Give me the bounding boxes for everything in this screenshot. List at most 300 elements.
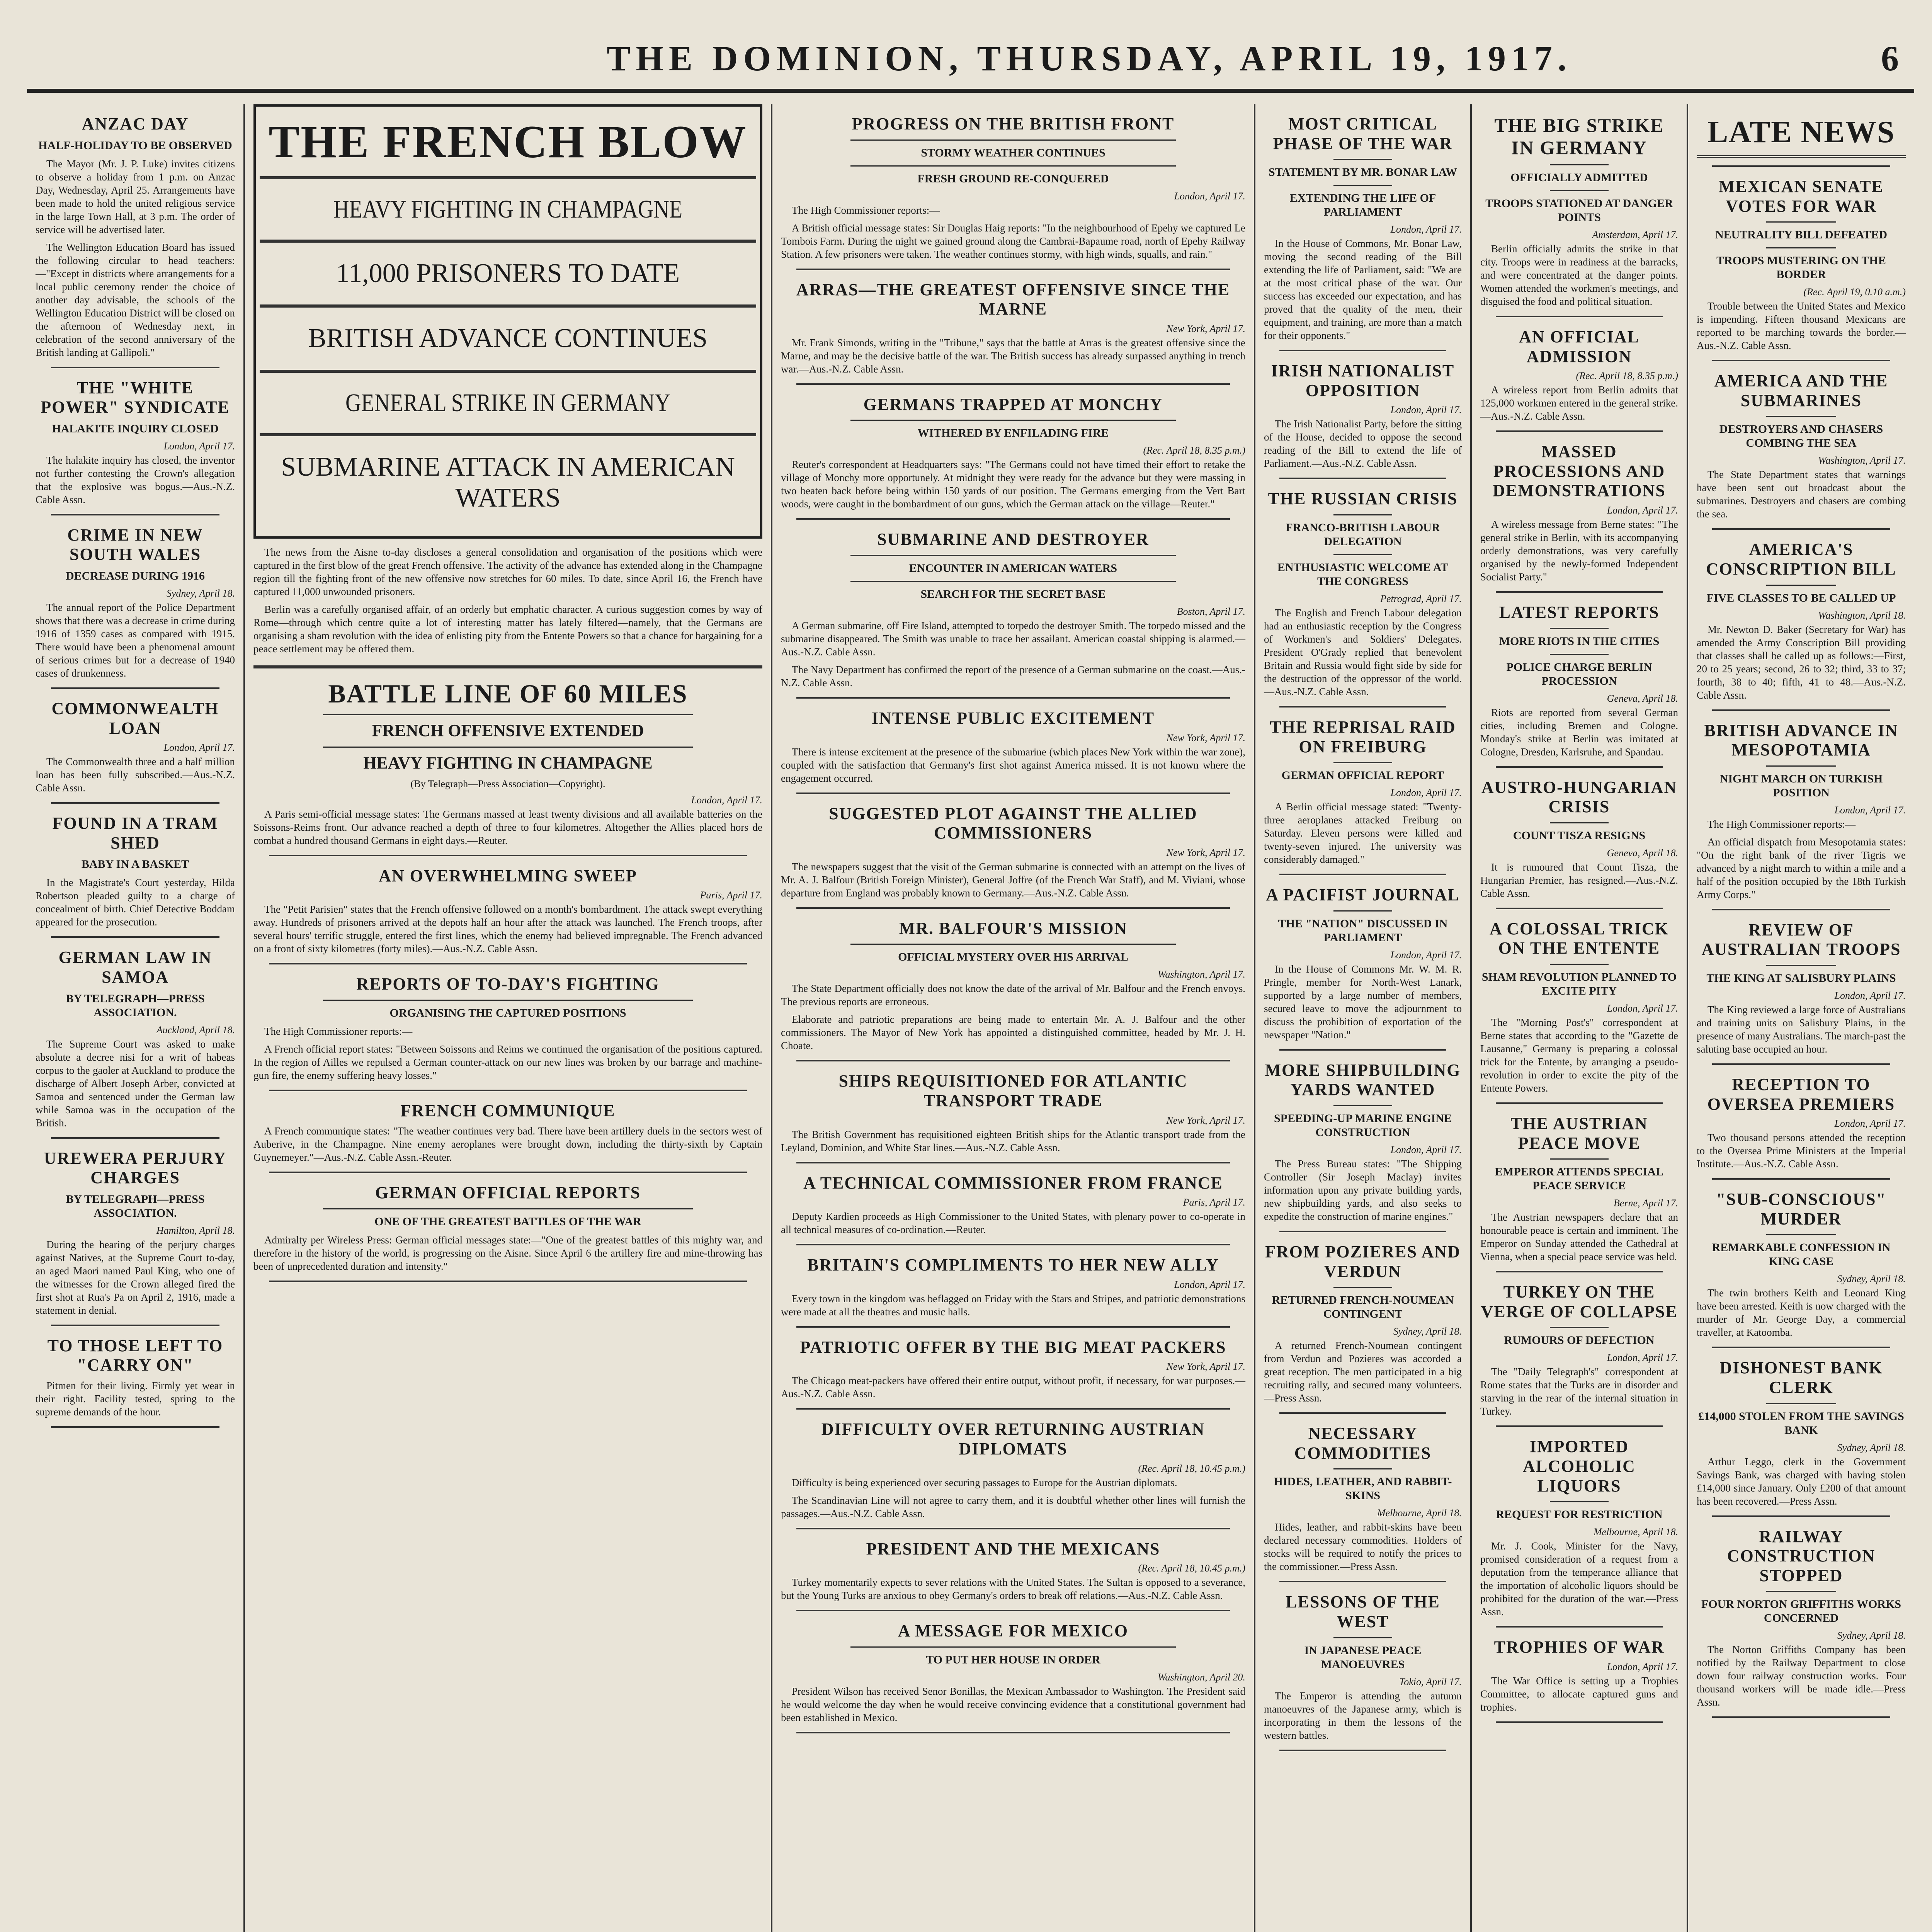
- article-subheading: EXTENDING THE LIFE OF PARLIAMENT: [1289, 192, 1436, 219]
- dateline: Melbourne, April 18.: [1593, 1526, 1678, 1538]
- divider: [1712, 1716, 1890, 1718]
- article-headline: IRISH NATIONALIST OPPOSITION: [1271, 361, 1455, 400]
- article-paragraph: The State Department states that warnings have been sent out broadcast about the submarines. Destroyers and chasers are combing the sea.: [1697, 469, 1906, 520]
- article-paragraph: The British Government has requisitioned eighteen British ships for the Atlantic transport trade from the Leyland, Dominion, and White Star lines.—Aus.-N.Z. Cable Assn.: [781, 1128, 1245, 1153]
- dateline: Tokio, April 17.: [1399, 1676, 1462, 1687]
- dateline: Washington, April 18.: [1818, 609, 1906, 621]
- dateline: New York, April 17.: [1166, 732, 1245, 743]
- divider: [323, 747, 693, 748]
- article-headline: ANZAC DAY: [82, 114, 189, 133]
- divider: [1496, 908, 1663, 909]
- dateline: Sydney, April 18.: [1837, 1442, 1906, 1453]
- article-paragraph: The Press Bureau states: "The Shipping Controller (Sir Joseph Maclay) invites information upon any private building yards, new shipbuilding yards, and also seeks to expedite the construction of marine engines.": [1264, 1158, 1462, 1222]
- article: [1480, 919, 1678, 1104]
- article-subheading: DECREASE DURING 1916: [65, 569, 205, 582]
- article-paragraph: An official dispatch from Mesopotamia states: "On the right bank of the river Tigris we advanced by a night march to within a mile and a half of the position occupied by the 18th Turkish Army Corps.": [1697, 836, 1906, 900]
- article-subheading: £14,000 STOLEN FROM THE SAVINGS BANK: [1698, 1410, 1904, 1437]
- article: [1480, 1114, 1678, 1272]
- dateline: New York, April 17.: [1166, 323, 1245, 334]
- divider: [260, 370, 756, 373]
- article: [1264, 885, 1462, 1051]
- article-subheading: WITHERED BY ENFILADING FIRE: [917, 427, 1109, 440]
- divider: [269, 1090, 747, 1091]
- article-paragraph: Arthur Leggo, clerk in the Government Savings Bank, was charged with having stolen £14,000 since January. Only £200 of that amount has been recovered.—Press Assn.: [1697, 1456, 1906, 1507]
- article-subheading: HIDES, LEATHER, AND RABBIT-SKINS: [1274, 1475, 1452, 1502]
- article-paragraph: The High Commissioner reports:—: [792, 204, 940, 216]
- article-headline: PROGRESS ON THE BRITISH FRONT: [852, 114, 1175, 133]
- column-5: [1470, 104, 1687, 1932]
- article-headline: BATTLE LINE OF 60 MILES: [328, 679, 688, 708]
- article-subheading: SHAM REVOLUTION PLANNED TO EXCITE PITY: [1481, 970, 1677, 997]
- article: [781, 1539, 1245, 1612]
- article-subheading: ONE OF THE GREATEST BATTLES OF THE WAR: [374, 1215, 641, 1228]
- article: [781, 280, 1245, 385]
- article: [781, 395, 1245, 520]
- divider: [1550, 822, 1609, 823]
- article-paragraph: Riots are reported from several German cities, including Bremen and Cologne. Monday's strike at Berlin was imitated at Cologne, Dresden, Karlsruhe, and Spandau.: [1480, 706, 1678, 758]
- article-paragraph: Hides, leather, and rabbit-skins have been declared necessary commodities. Holders of stocks will be required to notify the prices to the commissioner.—Press Assn.: [1264, 1521, 1462, 1573]
- divider: [260, 433, 756, 436]
- divider: [51, 1426, 219, 1428]
- dateline: (Rec. April 18, 8.35 p.m.): [1143, 445, 1245, 456]
- article-paragraph: The Irish Nationalist Party, before the sitting of the House, decided to oppose the second reading of the Bill to extend the life of Parliament.—Aus.-N.Z. Cable Assn.: [1264, 418, 1462, 469]
- article-paragraph: Mr. Frank Simonds, writing in the "Tribune," says that the battle at Arras is the greatest offensive since the Marne, and may be the decisive battle of the war. The British success has already surpassed anything in trench war.—Aus.-N.Z. Cable Assn.: [781, 337, 1245, 375]
- article-headline: DISHONEST BANK CLERK: [1719, 1358, 1883, 1397]
- article-subheading: COUNT TISZA RESIGNS: [1513, 829, 1646, 842]
- dateline: London, April 17.: [1390, 404, 1462, 416]
- article: [1264, 489, 1462, 707]
- lead-deck: GENERAL STRIKE IN GERMANY: [345, 388, 670, 417]
- article: [1480, 778, 1678, 909]
- divider: [796, 1610, 1230, 1611]
- article-paragraph: A wireless report from Berlin admits that 125,000 workmen entered in the general strike.—Aus.-N.Z. Cable Assn.: [1480, 384, 1678, 422]
- dateline: Berne, April 17.: [1613, 1197, 1678, 1209]
- article-paragraph: The Commonwealth three and a half million loan has been fully subscribed.—Aus.-N.Z. Cable Assn.: [36, 756, 235, 794]
- article-headline: ARRAS—THE GREATEST OFFENSIVE SINCE THE MARNE: [796, 280, 1230, 319]
- article-subheading: ENTHUSIASTIC WELCOME AT THE CONGRESS: [1277, 561, 1449, 588]
- dateline: Washington, April 17.: [1818, 455, 1906, 466]
- divider: [1279, 1750, 1446, 1751]
- masthead: [27, 35, 1914, 93]
- dateline: New York, April 17.: [1166, 1361, 1245, 1372]
- article-paragraph: The Wellington Education Board has issued the following circular to head teachers:—"Except in districts where arrangements for a local public ceremony render the choice of another day advisable, the schools of the Wellington Education District will be closed on the afternoon of Wednesday next, in celebration of the second anniversary of the British landing at Gallipoli.": [36, 241, 235, 358]
- article: [781, 1621, 1245, 1733]
- divider: [1712, 165, 1890, 167]
- article-headline: COMMONWEALTH LOAN: [51, 699, 219, 738]
- lead-deck: 11,000 PRISONERS TO DATE: [336, 258, 680, 288]
- divider: [796, 793, 1230, 794]
- article-headline: FROM POZIERES AND VERDUN: [1265, 1242, 1461, 1281]
- divider: [1496, 766, 1663, 768]
- divider: [1333, 910, 1392, 912]
- article-paragraph: Pitmen for their living. Firmly yet wear in their right. Facility tested, spring to the supreme demands of the hour.: [36, 1379, 235, 1418]
- article-subheading: SEARCH FOR THE SECRET BASE: [920, 587, 1106, 600]
- article: [1264, 361, 1462, 479]
- divider: [796, 269, 1230, 270]
- article-paragraph: In the House of Commons Mr. W. M. R. Pringle, member for North-West Lanark, supported by a large number of members, secured leave to move the adjournment to discuss the prohibition of exportation of the newspaper "Nation.": [1264, 963, 1462, 1041]
- dateline: London, April 17.: [1390, 787, 1462, 799]
- dateline: London, April 17.: [1607, 1352, 1678, 1364]
- article-subheading: HALAKITE INQUIRY CLOSED: [52, 422, 219, 435]
- article-paragraph: A Paris semi-official message states: The Germans massed at least twenty divisions and all available batteries on the Soissons-Reims front. Our advance reached a depth of three to four kilometres. Altogether the Allies placed hors de combat a hundred thousand Germans in eight days.—Reuter.: [253, 808, 762, 846]
- divider: [850, 555, 1176, 556]
- divider: [1279, 874, 1446, 875]
- dateline: Sydney, April 18.: [1837, 1630, 1906, 1641]
- divider: [1766, 585, 1836, 586]
- lead-deck: BRITISH ADVANCE CONTINUES: [308, 323, 708, 354]
- article-subheading: RETURNED FRENCH-NOUMEAN CONTINGENT: [1272, 1294, 1454, 1321]
- divider: [323, 1000, 693, 1001]
- dateline: Sydney, April 18.: [1393, 1326, 1462, 1337]
- divider: [1550, 628, 1609, 629]
- divider: [1496, 1425, 1663, 1427]
- dateline: Sydney, April 18.: [166, 587, 235, 599]
- dateline: (Rec. April 18, 10.45 p.m.): [1138, 1563, 1245, 1574]
- divider: [260, 176, 756, 179]
- article-subheading: THE "NATION" DISCUSSED IN PARLIAMENT: [1278, 917, 1448, 944]
- divider: [796, 1162, 1230, 1163]
- divider: [51, 687, 219, 689]
- article: [36, 814, 235, 938]
- article-headline: INTENSE PUBLIC EXCITEMENT: [871, 708, 1155, 728]
- dateline: New York, April 17.: [1166, 847, 1245, 858]
- divider: [51, 802, 219, 804]
- article-paragraph: The twin brothers Keith and Leonard King have been arrested. Keith is now charged with the murder of Mr. George Day, a commercial traveller, at Katoomba.: [1697, 1287, 1906, 1338]
- article-subheading: TROOPS STATIONED AT DANGER POINTS: [1485, 197, 1673, 224]
- divider: [1496, 316, 1663, 317]
- dateline: (Rec. April 19, 0.10 a.m.): [1803, 286, 1906, 298]
- article-paragraph: A British official message states: Sir Douglas Haig reports: "In the neighbourhood of Epehy we captured Le Tombois Farm. During the night we gained ground along the Cambrai-Bapaume road, north of Epehy Railway Station. A few prisoners were taken. The weather continues stormy, with high winds, squalls, and rain.": [781, 222, 1245, 260]
- article-headline: BRITISH ADVANCE IN MESOPOTAMIA: [1704, 721, 1898, 760]
- article-paragraph: Berlin officially admits the strike in that city. Troops were in readiness at the barracks, and were concentrated at the danger points. Women attended the workmen's meetings, and disguised the food and political situation.: [1480, 243, 1678, 307]
- article-headline: GERMAN LAW IN SAMOA: [58, 948, 212, 986]
- divider: [1712, 1347, 1890, 1348]
- divider: [850, 581, 1176, 582]
- article-headline: LATE NEWS: [1697, 114, 1906, 158]
- article: [1264, 1242, 1462, 1414]
- dateline: New York, April 17.: [1166, 1114, 1245, 1126]
- dateline: Petrograd, April 17.: [1380, 593, 1462, 604]
- article-headline: RECEPTION TO OVERSEA PREMIERS: [1707, 1075, 1895, 1114]
- column-4: [1254, 104, 1470, 1932]
- article-headline: REVIEW OF AUSTRALIAN TROOPS: [1701, 920, 1901, 959]
- page-number: 6: [1881, 39, 1899, 78]
- article-subheading: TROOPS MUSTERING ON THE BORDER: [1716, 254, 1886, 281]
- article-subheading: BABY IN A BASKET: [81, 858, 189, 871]
- article-subheading: RUMOURS OF DEFECTION: [1504, 1334, 1655, 1347]
- divider: [850, 165, 1176, 167]
- article-subheading: IN JAPANESE PEACE MANOEUVRES: [1304, 1644, 1422, 1671]
- article-paragraph: Admiralty per Wireless Press: German official messages state:—"One of the greatest battles of this mighty war, and therefore in the history of the world, is progressing on the Aisne. Since April 6 the artillery fire and mine-throwing has been of unprecedented duration and intensity.": [253, 1234, 762, 1272]
- article-paragraph: The annual report of the Police Department shows that there was a decrease in crime during 1916 of 1359 cases as compared with 1915. There would have been a phenomenal amount of serious crimes but for a decrease of 1940 cases of drunkenness.: [36, 601, 235, 679]
- article: [781, 114, 1245, 270]
- article: [1697, 540, 1906, 711]
- dateline: London, April 17.: [1834, 1118, 1906, 1129]
- dateline: Melbourne, April 18.: [1377, 1507, 1462, 1519]
- divider: [1712, 709, 1890, 711]
- article-paragraph: The "Daily Telegraph's" correspondent at Rome states that the Turks are in disorder and starving in the rear of the internal situation in Turkey.: [1480, 1366, 1678, 1417]
- article-paragraph: A German submarine, off Fire Island, attempted to torpedo the destroyer Smith. The torpedo missed and the submarine disappeared. The Smith was unable to trace her assailant. American coastal shipping is alarmed.—Aus.-N.Z. Cable Assn.: [781, 619, 1245, 658]
- divider: [1766, 965, 1836, 966]
- article: [1264, 1424, 1462, 1582]
- article-paragraph: The Scandinavian Line will not agree to carry them, and it is doubtful whether other lines will furnish the passages.—Aus.-N.Z. Cable Assn.: [781, 1494, 1245, 1519]
- article-subheading: STORMY WEATHER CONTINUES: [921, 146, 1105, 159]
- article-paragraph: Every town in the kingdom was beflagged on Friday with the Stars and Stripes, and patriotic demonstrations were made at all the theatres and music halls.: [781, 1293, 1245, 1318]
- article-paragraph: It is rumoured that Count Tisza, the Hungarian Premier, has resigned.—Aus.-N.Z. Cable Assn.: [1480, 861, 1678, 899]
- article: [1697, 1190, 1906, 1348]
- divider: [51, 1137, 219, 1139]
- dateline: Geneva, April 18.: [1607, 847, 1678, 859]
- article: [1697, 371, 1906, 530]
- article-headline: DIFFICULTY OVER RETURNING AUSTRIAN DIPLOMATS: [821, 1420, 1205, 1458]
- dateline: London, April 17.: [1607, 1002, 1678, 1014]
- article-subheading: GERMAN OFFICIAL REPORT: [1281, 769, 1444, 782]
- divider: [1550, 1158, 1609, 1160]
- divider: [269, 1281, 747, 1282]
- article: [1697, 721, 1906, 910]
- divider: [260, 240, 756, 243]
- article: [1697, 1527, 1906, 1718]
- article-paragraph: The Navy Department has confirmed the report of the presence of a German submarine on the coast.—Aus.-N.Z. Cable Assn.: [781, 663, 1245, 689]
- divider: [1279, 350, 1446, 351]
- divider: [1766, 765, 1836, 767]
- article-headline: A TECHNICAL COMMISSIONER FROM FRANCE: [803, 1173, 1223, 1192]
- dateline: London, April 17.: [1834, 804, 1906, 816]
- article-paragraph: Deputy Kardien proceeds as High Commissioner to the United States, with plenary power to co-operate in all technical measures of co-ordination.—Reuter.: [781, 1211, 1245, 1236]
- divider: [323, 1208, 693, 1209]
- article: [36, 526, 235, 689]
- divider: [1712, 360, 1890, 361]
- article-subheading: MORE RIOTS IN THE CITIES: [1499, 634, 1660, 648]
- article-headline: NECESSARY COMMODITIES: [1294, 1424, 1432, 1463]
- divider: [1333, 1287, 1392, 1288]
- lead-deck: SUBMARINE ATTACK IN AMERICAN WATERS: [281, 452, 735, 513]
- article-headline: FRENCH COMMUNIQUE: [400, 1101, 616, 1120]
- article-headline: CRIME IN NEW SOUTH WALES: [67, 525, 203, 564]
- divider: [1712, 1063, 1890, 1065]
- article-subheading: FIVE CLASSES TO BE CALLED UP: [1706, 591, 1896, 604]
- article-paragraph: The "Morning Post's" correspondent at Berne states that according to the "Gazette de Lausanne," Germany is preparing a colossal trick for the Entente, by arranging a pseudo-revolution in order to excite the pity of the Entente Powers.: [1480, 1016, 1678, 1094]
- article: [1480, 603, 1678, 768]
- article: [1480, 1437, 1678, 1628]
- article-headline: BRITAIN'S COMPLIMENTS TO HER NEW ALLY: [807, 1255, 1219, 1275]
- article-headline: "SUB-CONSCIOUS" MURDER: [1716, 1190, 1886, 1228]
- divider: [796, 907, 1230, 909]
- dateline: London, April 17.: [1607, 1661, 1678, 1672]
- article-subheading: OFFICIALLY ADMITTED: [1510, 171, 1648, 184]
- divider: [1333, 762, 1392, 763]
- dateline: (Rec. April 18, 8.35 p.m.): [1576, 370, 1678, 382]
- article-subheading: REMARKABLE CONFESSION IN KING CASE: [1712, 1241, 1891, 1268]
- article-subheading: FRESH GROUND RE-CONQUERED: [917, 172, 1109, 185]
- lead-story: [253, 104, 762, 539]
- article-subheading: NIGHT MARCH ON TURKISH POSITION: [1719, 772, 1883, 799]
- article-headline: UREWERA PERJURY CHARGES: [44, 1148, 227, 1187]
- divider: [1333, 185, 1392, 186]
- article-headline: AMERICA'S CONSCRIPTION BILL: [1706, 540, 1896, 578]
- article-headline: MOST CRITICAL PHASE OF THE WAR: [1273, 114, 1453, 153]
- article-subheading: HALF-HOLIDAY TO BE OBSERVED: [38, 139, 232, 152]
- divider: [796, 1326, 1230, 1328]
- divider: [51, 514, 219, 515]
- article: [781, 1338, 1245, 1410]
- article-headline: MR. BALFOUR'S MISSION: [899, 918, 1128, 938]
- article-subheading: NEUTRALITY BILL DEFEATED: [1715, 228, 1888, 242]
- divider: [796, 518, 1230, 520]
- article-paragraph: The King reviewed a large force of Australians and training units on Salisbury Plains, in the presence of many Australians. The march-past the saluting base occupied an hour.: [1697, 1003, 1906, 1055]
- dateline: Amsterdam, April 17.: [1592, 229, 1678, 240]
- divider: [1333, 1468, 1392, 1469]
- divider: [1550, 1501, 1609, 1502]
- article: [781, 709, 1245, 794]
- dateline: London, April 17.: [1390, 949, 1462, 961]
- article-paragraph: Turkey momentarily expects to sever relations with the United States. The Sultan is opposed to a severance, but the Young Turks are anxious to obey Germany's orders to break off relations.—Aus.-N.Z. Cable Assn.: [781, 1577, 1245, 1602]
- divider: [269, 855, 747, 856]
- divider: [253, 665, 762, 668]
- article: [1264, 718, 1462, 875]
- article-headline: MEXICAN SENATE VOTES FOR WAR: [1719, 177, 1884, 216]
- article-subheading: HEAVY FIGHTING IN CHAMPAGNE: [363, 753, 653, 772]
- divider: [850, 420, 1176, 421]
- divider: [796, 1732, 1230, 1733]
- divider: [1279, 1412, 1446, 1414]
- article: [36, 948, 235, 1138]
- dateline: London, April 17.: [1607, 504, 1678, 516]
- divider: [1279, 1581, 1446, 1582]
- article-paragraph: Reuter's correspondent at Headquarters says: "The Germans could not have timed their effort to retake the village of Monchy more opportunely. At midnight they were ready for the advance but they were massing in two beaten back before being within 150 yards of our position. The Germans emerging from the Vert Bart woods, were caught in the bombardment of our guns, which the German attack on the village—Reuter.": [781, 459, 1245, 510]
- article: [253, 1183, 762, 1282]
- article: [1697, 177, 1906, 361]
- dateline: Paris, April 17.: [700, 889, 762, 901]
- article-subheading: TO PUT HER HOUSE IN ORDER: [926, 1653, 1100, 1666]
- article-headline: RAILWAY CONSTRUCTION STOPPED: [1727, 1527, 1876, 1585]
- article-headline: TROPHIES OF WAR: [1494, 1638, 1665, 1657]
- article: [1264, 1061, 1462, 1232]
- article-paragraph: A French official report states: "Between Soissons and Reims we continued the organisation of the positions captured. In the region of Ailles we repulsed a German counter-attack on our new lines was broken by our barrage and machine-gun fire, the enemy suffering heavy losses.": [253, 1043, 762, 1081]
- divider: [1712, 1178, 1890, 1180]
- article-subheading: FOUR NORTON GRIFFITHS WORKS CONCERNED: [1701, 1598, 1901, 1625]
- article-paragraph: The "Petit Parisien" states that the French offensive followed on a month's bombardment. The attack swept everything away. Hundreds of prisoners arrived at the depots half an hour after the attack was launched. The French troops, after several hours' terrific struggle, entered the first lines, which the enemy had believed impregnable. The French advanced on a front of sixty kilometres (forty miles).—Aus.-N.Z. Cable Assn.: [253, 903, 762, 955]
- columns: [27, 104, 1914, 1932]
- divider: [1496, 1721, 1663, 1723]
- dateline: Geneva, April 18.: [1607, 692, 1678, 704]
- article-headline: GERMAN OFFICIAL REPORTS: [375, 1183, 641, 1202]
- divider: [1712, 528, 1890, 530]
- article-paragraph: A returned French-Noumean contingent from Verdun and Pozieres was accorded a great reception. The men participated in a big recruiting rally, and secured many volunteers.—Press Assn.: [1264, 1340, 1462, 1404]
- article-subheading: EMPEROR ATTENDS SPECIAL PEACE SERVICE: [1495, 1165, 1664, 1192]
- article-headline: AN OVERWHELMING SWEEP: [379, 866, 637, 885]
- divider: [323, 714, 693, 715]
- article-subheading: REQUEST FOR RESTRICTION: [1496, 1508, 1663, 1521]
- divider: [51, 936, 219, 938]
- divider: [51, 1325, 219, 1326]
- article-subheading: SPEEDING-UP MARINE ENGINE CONSTRUCTION: [1274, 1112, 1452, 1139]
- article-headline: PATRIOTIC OFFER BY THE BIG MEAT PACKERS: [800, 1337, 1226, 1357]
- article: [1480, 1282, 1678, 1427]
- article-paragraph: The State Department officially does not know the date of the arrival of Mr. Balfour and the French envoys. The previous reports are erroneous.: [781, 983, 1245, 1008]
- article-headline: SHIPS REQUISITIONED FOR ATLANTIC TRANSPORT TRADE: [838, 1071, 1188, 1110]
- article-headline: GERMANS TRAPPED AT MONCHY: [863, 395, 1163, 414]
- article: [1697, 920, 1906, 1065]
- article-headline: FOUND IN A TRAM SHED: [52, 814, 218, 852]
- dateline: London, April 17.: [1390, 1144, 1462, 1155]
- column-2: [243, 104, 771, 1932]
- article: [36, 1336, 235, 1428]
- article: [781, 1071, 1245, 1163]
- article-paragraph: The halakite inquiry has closed, the inventor not further contesting the Crown's allegation that the explosive was bogus.—Aus.-N.Z. Cable Assn.: [36, 454, 235, 505]
- article-paragraph: During the hearing of the perjury charges against Natives, at the Supreme Court to-day, an aged Maori named Paul King, who one of the witnesses for the Crown alleged fired the first shot at Rua's Pa on April 2, 1916, made a statement in denial.: [36, 1238, 235, 1316]
- article-subheading: FRANCO-BRITISH LABOUR DELEGATION: [1286, 521, 1440, 548]
- article-paragraph: The news from the Aisne to-day discloses a general consolidation and organisation of the positions which were captured in the first blow of the great French offensive. The activity of the advance has extended along in the Champagne region till the fighting front of the new offensive now stretches for 60 miles. To date, since April 16, the French have captured 11,000 unwounded prisoners.: [253, 546, 762, 597]
- article-subheading: FRENCH OFFENSIVE EXTENDED: [372, 721, 644, 740]
- article: [1480, 442, 1678, 593]
- article: [253, 1101, 762, 1173]
- article-paragraph: A Berlin official message stated: "Twenty-three aeroplanes attacked Freiburg on Saturday. Eleven persons were killed and twenty-seven injured. The university was considerably damaged.": [1264, 801, 1462, 866]
- divider: [1496, 430, 1663, 432]
- article: [1697, 1358, 1906, 1517]
- article: [781, 919, 1245, 1062]
- article-subheading: DESTROYERS AND CHASERS COMBING THE SEA: [1719, 423, 1883, 450]
- article-paragraph: The Supreme Court was asked to make absolute a decree nisi for a writ of habeas corpus to the gaoler at Auckland to produce the discharge of Albert Joseph Arber, convicted at Samoa and sentenced under the German law while Samoa was in the occupation of the British.: [36, 1038, 235, 1129]
- article-headline: IMPORTED ALCOHOLIC LIQUORS: [1523, 1437, 1636, 1495]
- divider: [1712, 909, 1890, 910]
- article: [36, 114, 235, 368]
- article-subheading: STATEMENT BY MR. BONAR LAW: [1268, 166, 1458, 179]
- divider: [1496, 1102, 1663, 1104]
- article-paragraph: The Norton Griffiths Company has been notified by the Railway Department to close down four railway construction works. Four thousand workers will be made idle.—Press Assn.: [1697, 1644, 1906, 1708]
- article: [781, 530, 1245, 699]
- divider: [1333, 1105, 1392, 1106]
- divider: [1279, 1049, 1446, 1051]
- article-subheading: BY TELEGRAPH—PRESS ASSOCIATION.: [66, 992, 205, 1019]
- article-paragraph: A wireless message from Berne states: "The general strike in Berlin, with its accompanying orderly demonstrations, was very carefully organised by the newly-formed Independent Socialist Party.": [1480, 518, 1678, 583]
- column-3: [771, 104, 1254, 1932]
- dateline: London, April 17.: [1834, 990, 1906, 1001]
- article-headline: MORE SHIPBUILDING YARDS WANTED: [1265, 1060, 1461, 1099]
- article: [1480, 1638, 1678, 1723]
- divider: [1550, 1327, 1609, 1328]
- divider: [796, 1528, 1230, 1529]
- divider: [1550, 190, 1609, 191]
- dateline: London, April 17.: [1390, 224, 1462, 235]
- article: [36, 378, 235, 515]
- divider: [1766, 247, 1836, 248]
- column-1: [27, 104, 243, 1932]
- divider: [796, 1408, 1230, 1410]
- dateline: Washington, April 17.: [1158, 969, 1245, 980]
- article-paragraph: There is intense excitement at the presence of the submarine (which places New York within the war zone), coupled with the satisfaction that Germany's first shot against America missed. It is not known where the engagement occurred.: [781, 746, 1245, 784]
- article-headline: TO THOSE LEFT TO "CARRY ON": [47, 1336, 223, 1375]
- dateline: London, April 17.: [1174, 1279, 1245, 1290]
- article-headline: LESSONS OF THE WEST: [1286, 1592, 1440, 1631]
- masthead-title: THE DOMINION, THURSDAY, APRIL 19, 1917.: [607, 39, 1572, 78]
- article-paragraph: A French communique states: "The weather continues very bad. There have been artillery duels in the sectors west of Auberive, in the Champagne. Nine enemy aeroplanes were brought down, including the thirty-sixth by Captain Guynemeyer."—Aus.-N.Z. Cable Assn.-Reuter.: [253, 1125, 762, 1163]
- article-paragraph: In the Magistrate's Court yesterday, Hilda Robertson pleaded guilty to a charge of concealment of birth. Chief Detective Boddam appeared for the prosecution.: [36, 877, 235, 928]
- article: [1264, 1592, 1462, 1751]
- article: [253, 975, 762, 1091]
- divider: [796, 1060, 1230, 1061]
- article-paragraph: In the House of Commons, Mr. Bonar Law, moving the second reading of the Bill extending the life of Parliament, said: "We are at the most critical phase of the war. Our success has exceeded our expectation, and has proved that the quality of the men, their equipment, and training, are more than a match for their opponents.": [1264, 238, 1462, 342]
- article: [253, 679, 762, 856]
- article-subheading: OFFICIAL MYSTERY OVER HIS ARRIVAL: [898, 951, 1128, 964]
- dateline: London, April 17.: [163, 440, 235, 452]
- article-headline: THE "WHITE POWER" SYNDICATE: [41, 378, 230, 417]
- divider: [796, 383, 1230, 385]
- article: [1697, 114, 1906, 167]
- divider: [1496, 591, 1663, 593]
- article-paragraph: The Chicago meat-packers have offered their entire output, without profit, if necessary, for war purposes.—Aus.-N.Z. Cable Assn.: [781, 1375, 1245, 1400]
- article-subheading: THE KING AT SALISBURY PLAINS: [1706, 971, 1896, 985]
